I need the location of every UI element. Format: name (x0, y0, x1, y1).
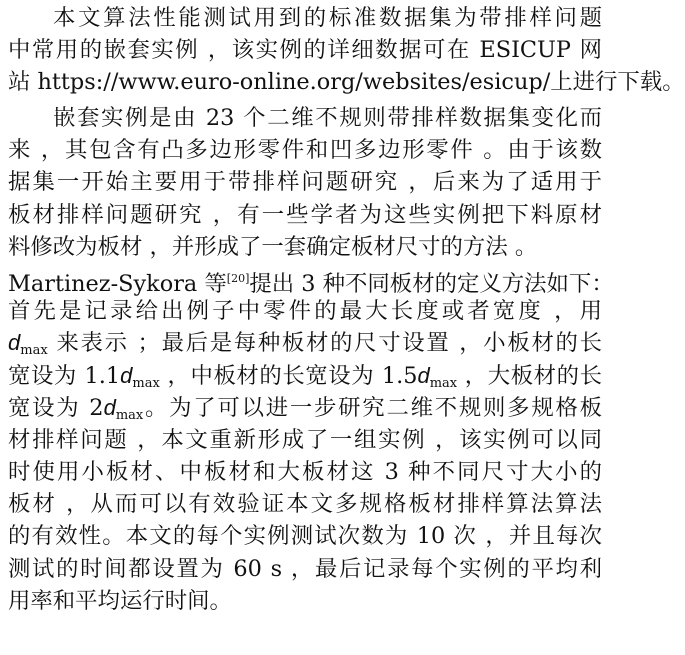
text-span: 提出 3 种不同板材的定义方法如下： (249, 270, 614, 297)
text-line: 来 ，其包含有凸多边形零件和凹多边形零件 。由于该数 (8, 137, 602, 164)
text-span: 宽设为 1.1 (8, 362, 121, 389)
paragraph-1 (8, 2, 685, 99)
text-line: 板材 ，从而可以有效验证本文多规格板材排样算法算法 (8, 491, 602, 518)
text-line: 测试的时间都设置为 60 s ，最后记录每个实例的平均利 (8, 555, 602, 582)
text-line: 本文算法性能测试用到的标准数据集为带排样问题 (53, 5, 602, 31)
text-line: 材排样问题 ，本文重新形成了一组实例 ，该实例可以同 (8, 426, 602, 453)
text-line (8, 360, 602, 392)
text-span: 宽设为 2 (8, 394, 104, 421)
text-line: 站 https://www.euro-online.org/websites/esicup/上进行下载。 (8, 69, 685, 96)
text-span: ，中板材的长宽设为 1.5 (159, 362, 418, 389)
text-line: 料修改为板材 ，并形成了一套确定板材尺寸的方法 。 (8, 233, 538, 260)
text-span: 。为了可以进一步研究二维不规则多规格板 (143, 394, 602, 421)
subscript-max: max (20, 343, 48, 359)
variable-d: d (8, 330, 21, 356)
variable-d: d (103, 394, 116, 420)
text-line: 首先是记录给出例子中零件的最大长度或者宽度 ，用 (8, 298, 602, 325)
subscript-max: max (115, 407, 144, 423)
text-line: 据集一开始主要用于带排样问题研究 ，后来为了适用于 (8, 169, 602, 196)
text-span: ，大板材的长 (457, 362, 602, 389)
citation-ref: [20] (226, 271, 250, 285)
variable-d: d (120, 362, 133, 388)
paragraph-2 (8, 102, 614, 617)
text-line: 嵌套实例是由 23 个二维不规则带排样数据集变化而 (53, 105, 602, 131)
text-line: 板材排样问题研究 ，有一些学者为这些实例把下料原材 (8, 201, 602, 228)
variable-d: d (417, 362, 430, 388)
text-line (8, 327, 602, 359)
text-line: 中常用的嵌套实例 ，该实例的详细数据可在 ESICUP 网 (8, 37, 602, 64)
author-name: Martinez-Sykora 等 (8, 270, 227, 297)
text-line: 时使用小板材、中板材和大板材这 3 种不同尺寸大小的 (8, 459, 602, 486)
text-span: 来表示 ；最后是每种板材的尺寸设置 ，小板材的长 (47, 330, 602, 357)
subscript-max: max (132, 375, 160, 391)
text-line: 的有效性。本文的每个实例测试次数为 10 次 ，并且每次 (8, 523, 602, 550)
text-line: 用率和平均运行时间。 (8, 587, 232, 614)
subscript-max: max (429, 375, 458, 391)
text-line (8, 392, 602, 424)
text-line (8, 263, 614, 297)
